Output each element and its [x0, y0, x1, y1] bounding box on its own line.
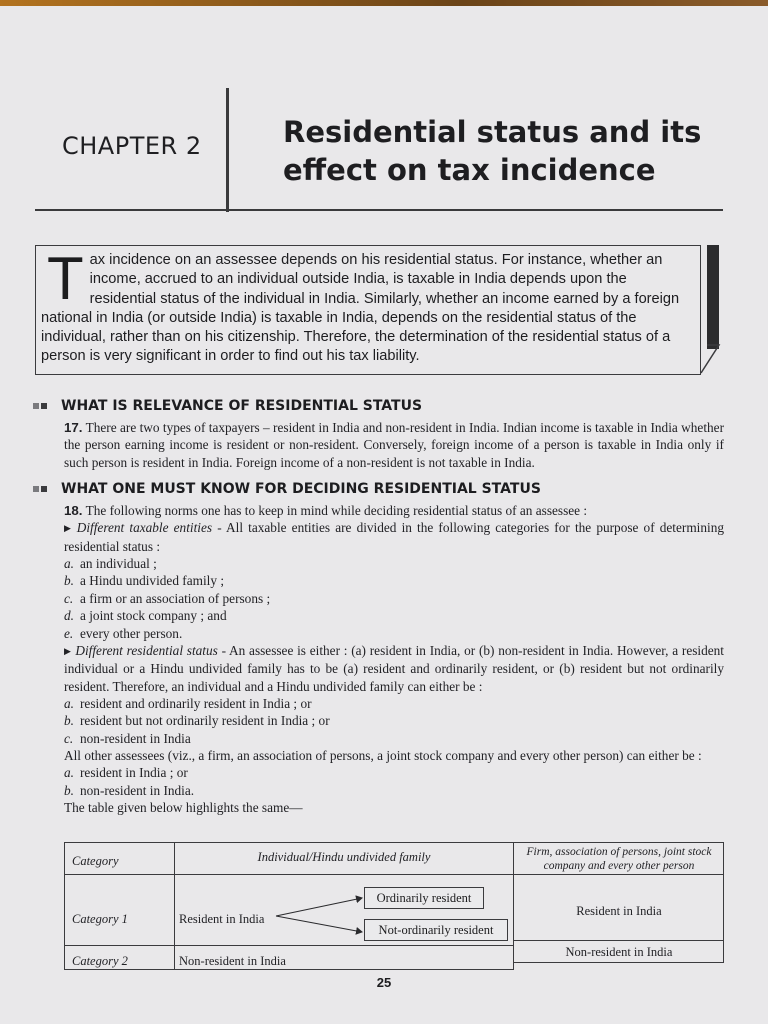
paragraph-17 — [64, 419, 724, 471]
other-status-list — [64, 764, 724, 799]
triangle-bullet-icon: ▶ — [64, 523, 73, 534]
header-divider-vertical — [226, 88, 229, 212]
row1-category: Category 1 — [72, 912, 128, 926]
chapter-title — [283, 113, 723, 189]
list-item-label: a. — [64, 555, 74, 571]
list-item-label: b. — [64, 713, 74, 729]
bullet-residential-status — [64, 642, 724, 695]
status-list-item — [64, 712, 724, 729]
heading-square-icon — [33, 486, 39, 492]
list-item-text: resident in India ; or — [80, 765, 188, 781]
chapter-title-line2: effect on tax incidence — [283, 153, 656, 187]
list-item-text: every other person. — [80, 625, 183, 641]
table-rule — [64, 842, 65, 970]
entity-list-item — [64, 625, 724, 642]
intro-box — [35, 245, 705, 375]
entity-list-item — [64, 572, 724, 589]
bullet-title: Different residential status — [75, 642, 218, 658]
table-rule — [64, 874, 724, 875]
bullet-text: - An assessee is either : (a) resident in India, or (b) non-resident in India. However, a resident individual or a Hindu undivided family has to be (a) resident and ordinarily resident, or (b) resident but not ordinarily resident. Therefore, an individual and a Hindu undivided family can either be : — [64, 642, 724, 694]
section-heading-relevance — [33, 398, 422, 414]
list-item-text: resident and ordinarily resident in India ; or — [80, 695, 312, 711]
list-item-label: b. — [64, 782, 74, 798]
table-rule — [514, 962, 724, 963]
row2-firm: Non-resident in India — [565, 945, 673, 959]
section-heading-text: WHAT ONE MUST KNOW FOR DECIDING RESIDENTIAL STATUS — [61, 481, 541, 497]
header-divider-horizontal — [35, 209, 723, 211]
chapter-title-line1: Residential status and its — [283, 115, 702, 149]
entity-list-item — [64, 590, 724, 607]
list-item-text: non-resident in India. — [80, 782, 195, 798]
heading-square-icon — [33, 403, 39, 409]
table-intro: The table given below highlights the same— — [64, 800, 303, 816]
table-rule — [64, 842, 724, 843]
bullet-text: - All taxable entities are divided in the following categories for the purpose of determining residential status : — [64, 520, 725, 554]
branch-arrows — [274, 892, 368, 938]
paragraph-text: The following norms one has to keep in mind while deciding residential status of an assessee : — [85, 503, 588, 518]
bullet-taxable-entities — [64, 519, 724, 555]
table-rule — [723, 842, 724, 963]
paragraph-number: 18. — [64, 503, 83, 518]
intro-box-shadow — [707, 245, 719, 349]
status-list-item — [64, 695, 724, 712]
intro-text: ax incidence on an assessee depends on his residential status. For instance, whether an income, accrued to an individual outside India, is taxable in India depends upon the residential status of the individual in India. Similarly, whether an income earned by a foreign national in India (or outside India) is taxable in India, depends on the residential status of the individual, rather than on his citizenship. Therefore, the determination of the residential status of a person is very significant in order to find out his tax liability. — [41, 252, 680, 365]
header-category: Category — [72, 854, 119, 868]
list-item-text: resident but not ordinarily resident in India ; or — [80, 713, 330, 729]
paragraph-text: There are two types of taxpayers – resident in India and non-resident in India. Indian income is taxable in India whether the person earning income is resident or non-resident. Conversely, foreign income of a person is taxable in India only if such person is resident in India. Foreign income of a non-resident is not taxable in India. — [64, 420, 724, 470]
list-item-label: c. — [64, 590, 74, 606]
other-assessees-text: All other assessees (viz., a firm, an association of persons, a joint stock company and every other person) can either be : — [64, 748, 702, 764]
row2-category: Category 2 — [72, 954, 128, 968]
status-list — [64, 695, 724, 747]
status-table — [64, 842, 724, 970]
entity-list — [64, 555, 724, 642]
section-heading-text: WHAT IS RELEVANCE OF RESIDENTIAL STATUS — [61, 398, 423, 414]
other-status-list-item — [64, 764, 724, 781]
entity-list-item — [64, 607, 724, 624]
row1-firm: Resident in India — [576, 904, 662, 918]
table-rule — [64, 969, 514, 970]
section-heading-deciding — [33, 481, 541, 497]
list-item-label: e. — [64, 625, 74, 641]
list-item-label: b. — [64, 573, 74, 589]
row1-individual: Resident in India — [179, 912, 265, 926]
paragraph-18 — [64, 502, 724, 519]
list-item-text: a joint stock company ; and — [80, 608, 227, 624]
drop-cap: T — [47, 245, 84, 312]
header-firm: Firm, association of persons, joint stock company and every other person — [526, 846, 712, 872]
entity-list-item — [64, 555, 724, 572]
list-item-text: a Hindu undivided family ; — [80, 573, 225, 589]
list-item-label: a. — [64, 765, 74, 781]
header-individual: Individual/Hindu undivided family — [257, 850, 431, 864]
list-item-text: a firm or an association of persons ; — [80, 590, 271, 606]
ordinarily-resident-box: Ordinarily resident — [364, 887, 484, 909]
heading-square-icon — [41, 403, 47, 409]
page-number: 25 — [376, 975, 392, 990]
chapter-label: CHAPTER 2 — [62, 132, 202, 160]
not-ordinarily-resident-box: Not-ordinarily resident — [364, 919, 508, 941]
paragraph-number: 17. — [64, 420, 83, 435]
list-item-text: an individual ; — [80, 555, 157, 571]
list-item-label: c. — [64, 730, 74, 746]
heading-square-icon — [41, 486, 47, 492]
list-item-label: d. — [64, 608, 74, 624]
row2-individual: Non-resident in India — [179, 954, 286, 968]
triangle-bullet-icon: ▶ — [64, 645, 72, 656]
table-rule — [514, 940, 724, 941]
other-status-list-item — [64, 782, 724, 799]
section2-body — [64, 502, 724, 816]
table-rule — [64, 945, 514, 946]
bullet-title: Different taxable entities — [76, 520, 213, 536]
section1-body — [64, 419, 724, 471]
list-item-label: a. — [64, 695, 74, 711]
status-list-item — [64, 730, 724, 747]
list-item-text: non-resident in India — [80, 730, 191, 746]
intro-text-block — [41, 245, 693, 367]
